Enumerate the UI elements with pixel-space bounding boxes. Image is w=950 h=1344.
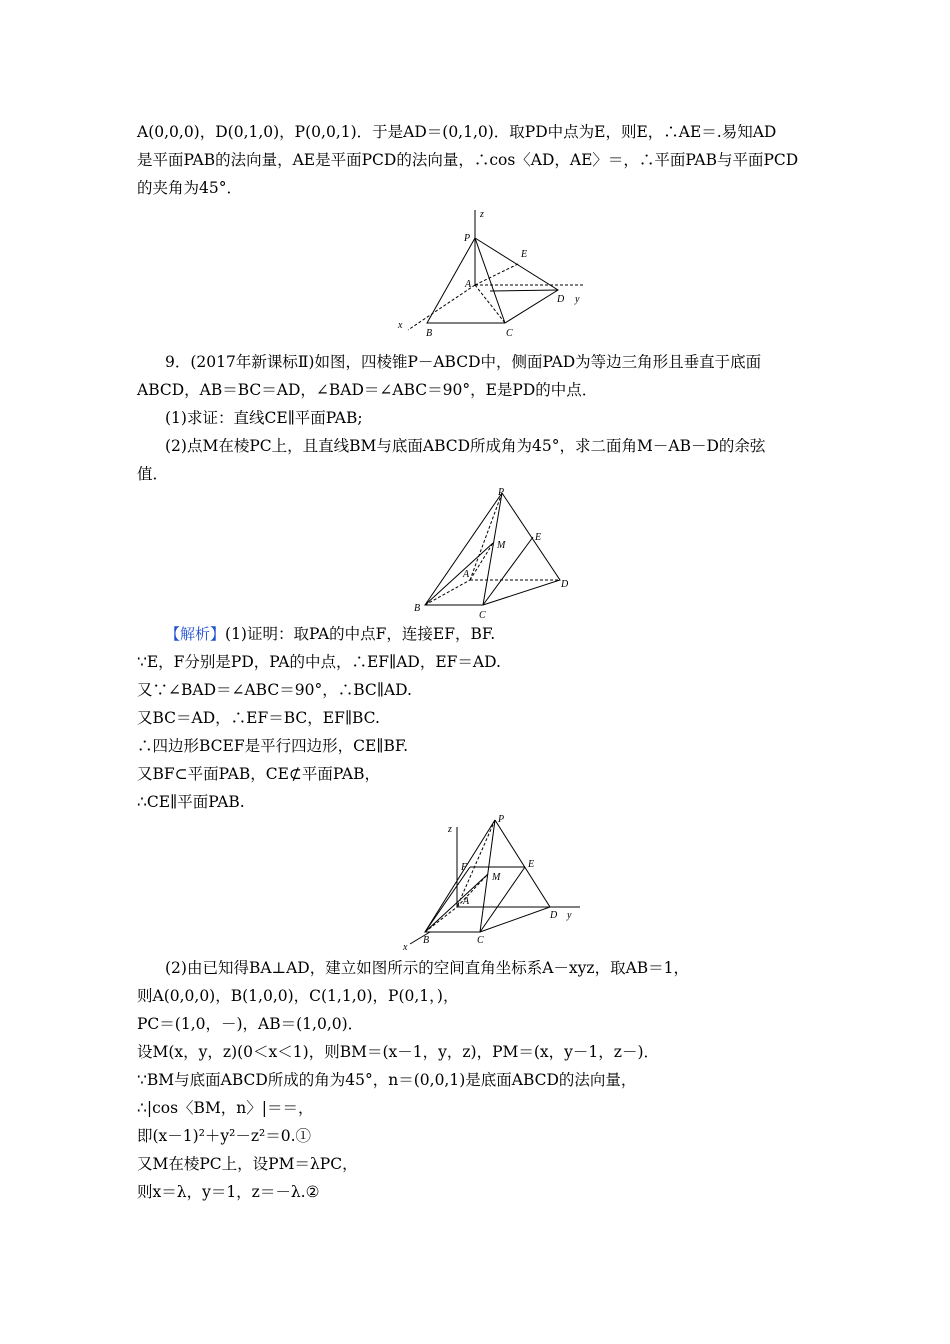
solution-line: ∵E，F分别是PD，PA的中点，∴EF∥AD，EF＝AD. <box>137 653 501 671</box>
pyramid-figure-1 <box>390 205 590 345</box>
problem-question-1: (1)求证：直线CE∥平面PAB; <box>165 409 363 427</box>
label-b: B <box>414 603 421 614</box>
edge-ba <box>425 580 470 605</box>
pyramid-outline <box>427 238 558 323</box>
part2-line: 则x＝λ，y＝1，z＝－λ.② <box>137 1183 320 1201</box>
text-line: A(0,0,0)，D(0,1,0)，P(0,0,1)．于是AD＝(0,1,0)．取PD中点为E，则E，∴AE＝.易知AD <box>137 123 777 141</box>
text-line: 的夹角为45°． <box>137 179 242 197</box>
label-m: M <box>492 872 501 883</box>
solution-line: ∴CE∥平面PAB. <box>137 793 245 811</box>
label-a: A <box>465 279 472 290</box>
label-p: P <box>498 814 505 825</box>
label-d: D <box>550 910 558 921</box>
label-p: P <box>464 233 471 244</box>
part2-line: ∵BM与底面ABCD所成的角为45°，n＝(0,0,1)是底面ABCD的法向量， <box>137 1071 637 1089</box>
pyramid-figure-2 <box>405 485 580 620</box>
part2-line: (2)由已知得BA⊥AD，建立如图所示的空间直角坐标系A－xyz，取AB＝1， <box>165 959 690 977</box>
label-x: x <box>398 320 403 331</box>
label-c: C <box>506 328 513 339</box>
label-z: z <box>448 824 452 835</box>
solution-line <box>137 623 495 645</box>
label-a: A <box>463 569 470 580</box>
part2-line: 则A(0,0,0)，B(1,0,0)，C(1,1,0)，P(0,1，)， <box>137 987 459 1005</box>
label-f: F <box>461 862 468 873</box>
label-e: E <box>521 249 528 260</box>
label-a: A <box>463 896 470 907</box>
label-e: E <box>528 859 535 870</box>
part2-line: 即(x－1)²＋y²－z²＝0.① <box>137 1127 312 1145</box>
problem-question-2: (2)点M在棱PC上，且直线BM与底面ABCD所成角为45°，求二面角M－AB－D的余弦 <box>165 437 766 455</box>
label-x: x <box>403 942 408 952</box>
edge-bm <box>425 543 493 605</box>
solution-line: 又BF⊂平面PAB，CE⊄平面PAB， <box>137 765 380 783</box>
solution-text: (1)证明：取PA的中点F，连接EF，BF. <box>225 625 496 643</box>
problem-line: 9．(2017年新课标Ⅱ)如图，四棱锥P－ABCD中，侧面PAD为等边三角形且垂直于底面 <box>165 353 762 371</box>
label-d: D <box>557 294 565 305</box>
edge-ce <box>483 537 533 605</box>
problem-question-2-cont: 值． <box>137 465 169 483</box>
edge-pc <box>475 238 505 323</box>
label-c: C <box>479 610 486 620</box>
label-b: B <box>423 935 430 946</box>
edge-ad <box>490 290 558 291</box>
solution-line: 又∵∠BAD＝∠ABC＝90°，∴BC∥AD. <box>137 681 412 699</box>
text-line: 是平面PAB的法向量，AE是平面PCD的法向量，∴cos〈AD，AE〉＝，∴平面PAB与平面PCD <box>137 151 799 169</box>
part2-line: ∴|cos〈BM，n〉|＝＝， <box>137 1099 314 1117</box>
label-p: P <box>498 487 505 498</box>
problem-line: ABCD，AB＝BC＝AD，∠BAD＝∠ABC＝90°，E是PD的中点． <box>137 381 598 399</box>
label-b: B <box>426 328 433 339</box>
edge-ba <box>425 907 457 932</box>
solution-line: 又BC＝AD，∴EF＝BC，EF∥BC. <box>137 709 380 727</box>
label-d: D <box>561 579 569 590</box>
part2-line: 又M在棱PC上，设PM＝λPC， <box>137 1155 358 1173</box>
edge-ce <box>480 867 525 932</box>
edge-ae <box>475 263 520 285</box>
label-m: M <box>497 540 506 551</box>
solution-tag: 【解析】 <box>165 625 226 643</box>
label-e: E <box>535 532 542 543</box>
part2-line: PC＝(1,0，－)，AB＝(1,0,0)． <box>137 1015 364 1033</box>
label-y: y <box>567 910 572 921</box>
part2-line: 设M(x，y，z)(0＜x＜1)，则BM＝(x－1，y，z)，PM＝(x，y－1，z－)． <box>137 1043 659 1061</box>
label-y: y <box>575 294 580 305</box>
label-z: z <box>480 209 484 220</box>
label-c: C <box>477 935 484 946</box>
edge-pa <box>470 493 502 580</box>
pyramid-figure-3 <box>395 812 595 952</box>
solution-line: ∴四边形BCEF是平行四边形，CE∥BF. <box>137 737 409 755</box>
